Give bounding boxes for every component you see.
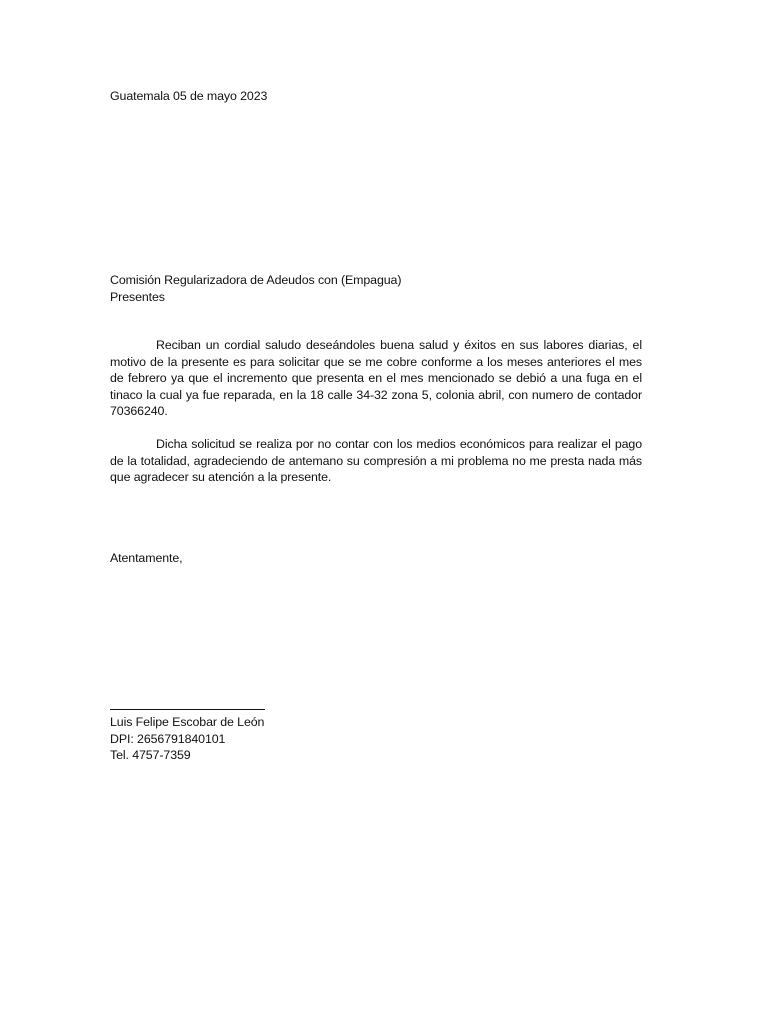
body-paragraph-1-text: Reciban un cordial saludo deseándoles buena salud y éxitos en sus labores diarias, el motivo de la presente es para solicitar que se me cobre conforme a los meses anteriores el mes de febrero ya que el incremento que presenta en el mes mencionado se debió a una fuga en el tinaco la cual ya fue reparada, en la 18 calle 34-32 zona 5, colonia abril, con numero de contador 70366240.	[110, 338, 642, 418]
recipient-name: Comisión Regularizadora de Adeudos con (Empagua)	[110, 273, 402, 287]
signature-line	[110, 709, 265, 710]
body-paragraph-2	[110, 436, 642, 486]
signer-phone: Tel. 4757-7359	[110, 748, 191, 762]
body-paragraph-1	[110, 337, 642, 420]
signer-dpi: DPI: 2656791840101	[110, 731, 226, 746]
closing: Atentamente,	[110, 551, 183, 565]
signer-name: Luis Felipe Escobar de León	[110, 715, 265, 729]
recipient-greeting: Presentes	[110, 289, 165, 304]
body-paragraph-2-text: Dicha solicitud se realiza por no contar con los medios económicos para realizar el pago de la totalidad, agradeciendo de antemano su compresión a mi problema no me presta nada más que agradecer su atención a la presente.	[110, 437, 642, 484]
date-line: Guatemala 05 de mayo 2023	[110, 89, 268, 103]
